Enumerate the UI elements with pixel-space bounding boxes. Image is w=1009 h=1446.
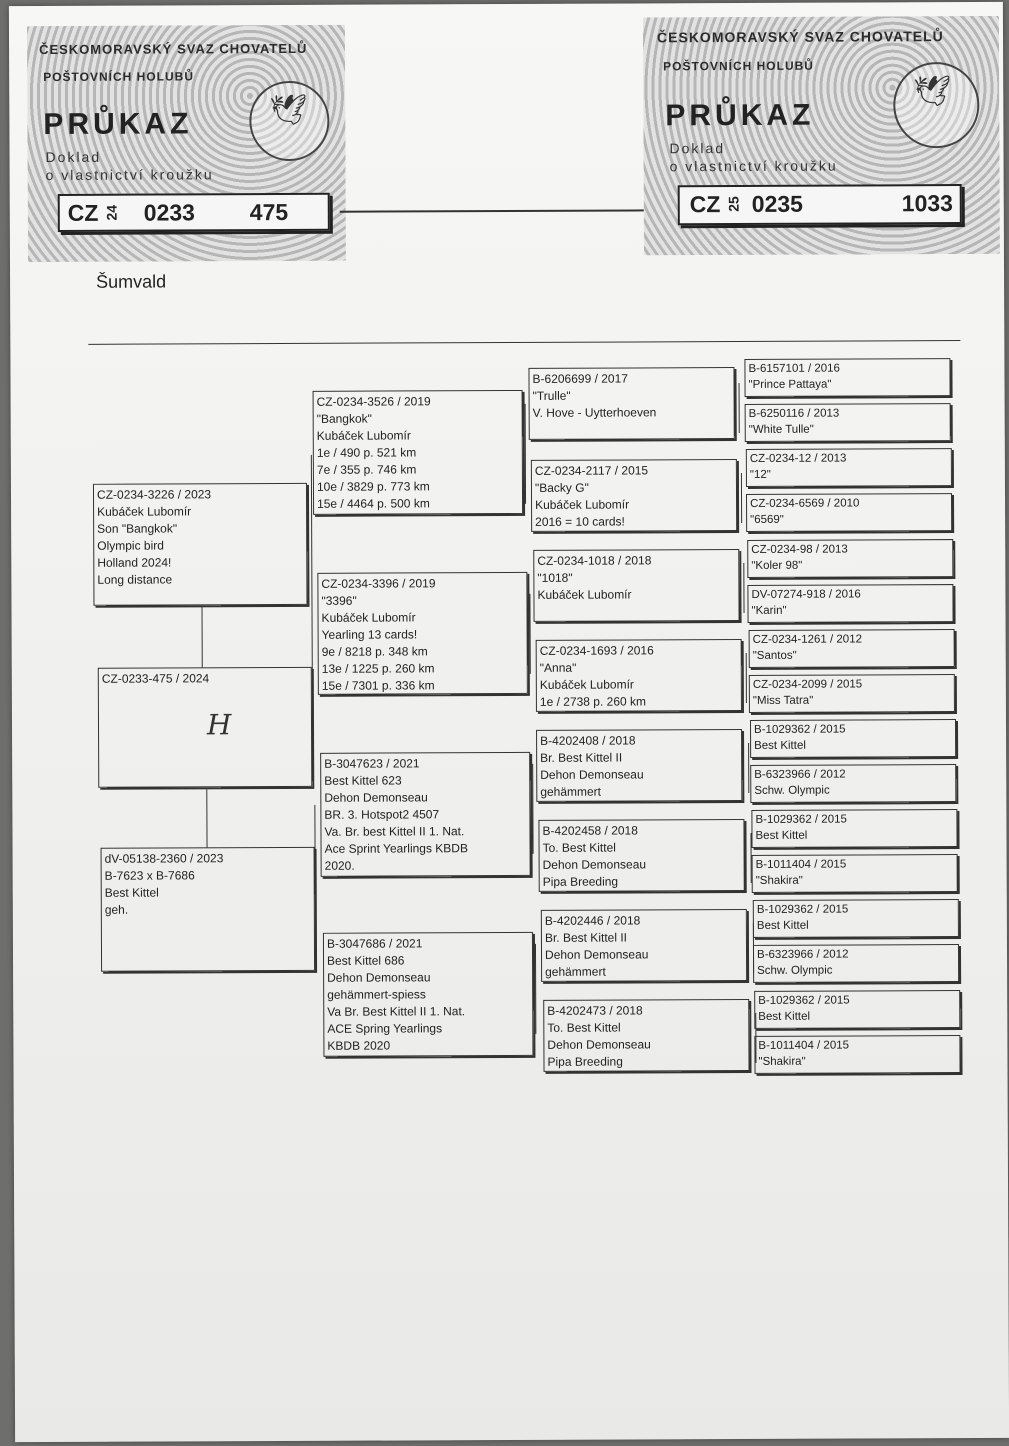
ring-line: B-3047623 / 2021 [324,756,420,771]
info-line: gehämmert-spiess [327,987,426,1002]
connector [532,764,533,854]
org-line1: ČESKOMORAVSKÝ SVAZ CHOVATELŮ [39,40,308,58]
pedigree-g4-box [747,584,953,623]
name-line: "3396" [321,593,357,608]
ring-line: B-1011404 / 2015 [758,1039,850,1052]
org-line2: POŠTOVNÍCH HOLUBŮ [663,58,814,74]
ring-line: B-1029362 / 2015 [758,994,850,1007]
pedigree-g4-box [753,944,959,983]
info-line: geh. [104,902,129,917]
name-line: Best Kittel [758,1010,811,1023]
info-line: Pipa Breeding [542,874,619,889]
ring-line: B-4202446 / 2018 [544,913,641,928]
card-title: PRŮKAZ [43,107,193,142]
name-line: Best Kittel [755,829,808,842]
info-line: BR. 3. Hotspot2 4507 [324,807,440,822]
name-line: Best Kittel 686 [327,953,405,968]
pedigree-g2-box [313,390,524,515]
owner-line: Dehon Demonseau [542,857,647,872]
ring-line: CZ-0234-98 / 2013 [751,543,848,556]
pedigree-g4-box [749,674,955,713]
ring-club: 0235 [751,190,803,217]
info-line: gehämmert [540,784,602,799]
connector [743,563,744,613]
ring-line: B-6250116 / 2013 [748,407,840,420]
ring-line: DV-07274-918 / 2016 [751,588,861,601]
pedigree-g3-box [536,639,742,712]
name-line: Best Kittel [754,739,806,752]
ownership-card-left [27,25,346,262]
info-line: ACE Spring Yearlings [327,1021,443,1036]
owner-line: Dehon Demonseau [544,947,649,962]
ring-club: 0233 [143,199,196,226]
info-line: 2016 = 10 cards! [535,514,625,529]
connector [741,473,742,523]
document-page [9,2,1009,1442]
pedigree-g3-box [538,819,744,892]
ring-line: B-4202473 / 2018 [547,1003,643,1018]
pedigree-g3-box [533,549,739,622]
ring-line: B-1011404 / 2015 [755,858,847,871]
name-line: "Shakira" [758,1055,806,1068]
ring-line: B-1029362 / 2015 [755,813,847,826]
card-subtitle-1: Doklad [45,148,102,166]
ring-line: CZ-0234-6569 / 2010 [750,497,860,510]
pedigree-g4-box [747,539,953,578]
place-name: Šumvald [96,271,167,292]
connector [739,383,740,433]
name-line: "Anna" [539,660,577,675]
name-line: "1018" [537,570,573,585]
ring-number: 1033 [901,190,953,217]
owner-line: Dehon Demonseau [324,790,428,805]
name-line: Br. Best Kittel II [540,750,623,765]
pedigree-g4-box [746,493,952,532]
ring-number: 475 [249,198,289,226]
ring-line: CZ-0234-1693 / 2016 [539,643,654,658]
org-line2: POŠTOVNÍCH HOLUBŮ [43,69,195,85]
name-line: "Trulle" [532,388,571,403]
name-line: Br. Best Kittel II [544,930,628,945]
name-line: "Prince Pattaya" [748,378,832,391]
card-title: PRŮKAZ [665,98,815,133]
name-line: "Karin" [751,604,787,617]
pedigree-g4-box [750,764,956,803]
info-line: 2020. [324,858,355,873]
ring-line: B-1029362 / 2015 [756,903,849,916]
result-line: 1e / 490 p. 521 km [316,445,417,460]
ring-year: 24 [103,204,120,221]
name-line: To. Best Kittel [547,1020,621,1035]
connector [746,653,747,703]
name-line: "Koler 98" [751,559,803,572]
info-line: Best Kittel [104,885,159,900]
pedigree-sire [93,483,308,606]
info-line: Holland 2024! [97,555,172,570]
association-logo [893,62,979,148]
owner-line: Kubáček Lubomír [537,587,632,602]
ring-line: B-6323966 / 2012 [756,948,849,961]
connector [525,404,526,504]
ring-line: CZ-0234-3396 / 2019 [321,576,436,591]
ring-line: CZ-0234-3226 / 2023 [96,487,212,502]
connector [748,743,749,793]
pedigree-g4-box [753,899,959,938]
info-line: Va. Br. best Kittel II 1. Nat. [324,824,465,839]
pedigree-g3-box [528,367,734,440]
pedigree-g4-box [752,854,958,893]
ring-line: CZ-0234-2099 / 2015 [752,678,863,691]
result-line: 13e / 1225 p. 260 km [321,661,435,676]
name-line: Schw. Olympic [757,964,833,977]
connector [535,944,536,1034]
pedigree-g4-box [750,719,956,758]
card-subtitle-2: o vlastnictví kroužku [669,157,838,175]
pedigree-g4-box [745,403,951,442]
ring-line: CZ-0234-12 / 2013 [749,452,847,465]
header-rule [340,209,644,212]
info-line: KBDB 2020 [327,1038,391,1053]
ring-line: B-6206699 / 2017 [532,371,628,386]
name-line: "White Tulle" [748,423,814,436]
pedigree-g2-box [320,752,531,877]
name-line: "Bangkok" [316,411,372,426]
name-line: "6569" [750,513,784,526]
ring-line: B-1029362 / 2015 [754,723,846,736]
owner-line: Kubáček Lubomír [316,428,411,443]
pedigree-bird [98,667,313,788]
info-line: gehämmert [545,964,606,979]
name-line: "Miss Tatra" [752,694,814,707]
ring-number-box [678,184,962,225]
result-line: 7e / 355 p. 746 km [316,462,417,477]
ring-line: B-4202458 / 2018 [542,823,638,838]
result-line: 15e / 4464 p. 500 km [317,496,430,511]
name-line: Best Kittel [756,919,809,932]
ring-number-box [58,193,330,232]
pedigree-g4-box [744,358,950,397]
ring-line: CZ-0234-2117 / 2015 [534,463,649,478]
name-line: "12" [749,468,771,481]
ring-line: dV-05138-2360 / 2023 [104,851,224,866]
name-line: Best Kittel 623 [324,773,402,788]
connector [201,605,202,667]
pedigree-g3-box [536,729,742,802]
info-line: B-7623 x B-7686 [104,868,195,883]
info-line: Olympic bird [97,538,164,553]
ring-line: B-4202408 / 2018 [540,733,636,748]
name-line: Schw. Olympic [754,784,830,797]
name-line: "Backy G" [534,480,589,495]
name-line: "Shakira" [755,874,803,887]
pedigree-g3-box [531,459,737,532]
owner-line: Dehon Demonseau [547,1037,651,1052]
pigeon-icon: 🕊 [913,75,952,109]
association-logo [249,81,329,161]
ring-line: B-3047686 / 2021 [326,936,423,951]
info-line: Yearling 13 cards! [321,627,418,642]
ring-line: B-6157101 / 2016 [748,362,840,375]
pedigree-g4-box [754,990,960,1029]
pedigree-g4-box [749,629,955,668]
ring-line: B-6323966 / 2012 [754,768,846,781]
ring-country: CZ [689,191,721,218]
org-line1: ČESKOMORAVSKÝ SVAZ CHOVATELŮ [656,28,944,46]
owner-line: V. Hove - Uytterhoeven [532,405,657,420]
ownership-card-right [643,16,1000,256]
info-line: Son "Bangkok" [97,521,178,536]
owner-line: Kubáček Lubomír [535,497,630,512]
ring-line: CZ-0233-475 / 2024 [101,671,210,686]
card-subtitle-2: o vlastnictví kroužku [45,166,214,184]
ring-line: CZ-0234-1018 / 2018 [537,553,652,568]
ring-country: CZ [67,199,99,226]
pedigree-g4-box [746,448,952,487]
connector [206,789,207,847]
name-line: To. Best Kittel [542,840,616,855]
pedigree-g2-box [317,572,528,695]
owner-line: Dehon Demonseau [540,767,644,782]
ring-line: CZ-0234-3526 / 2019 [316,394,431,409]
card-subtitle-1: Doklad [669,140,726,157]
owner-line: Kubáček Lubomír [97,504,192,519]
pedigree-g3-box [543,999,749,1072]
info-line: Ace Sprint Yearlings KBDB [324,841,469,856]
result-line: 9e / 8218 p. 348 km [321,644,428,659]
connector [529,594,530,674]
pedigree-g4-box [754,1035,960,1074]
owner-line: Kubáček Lubomír [321,610,416,625]
pigeon-icon: 🕊 [269,93,308,128]
owner-line: Kubáček Lubomír [539,677,634,692]
result-line: 1e / 2738 p. 260 km [539,694,647,709]
pedigree-top-rule [88,340,960,345]
result-line: 15e / 7301 p. 336 km [321,678,435,693]
pedigree-g3-box [541,909,747,982]
pedigree-dam [101,847,316,972]
result-line: 10e / 3829 p. 773 km [316,479,430,494]
info-line: Va Br. Best Kittel II 1. Nat. [327,1004,466,1019]
ring-year: 25 [725,196,742,212]
info-line: Pipa Breeding [547,1054,623,1069]
info-line: Long distance [97,572,173,587]
pedigree-g4-box [751,809,957,848]
name-line: "Santos" [752,649,797,662]
pedigree-g2-box [323,932,534,1057]
ring-line: CZ-0234-1261 / 2012 [752,633,862,646]
owner-line: Dehon Demonseau [327,970,431,985]
handwritten-mark: H [206,708,232,742]
